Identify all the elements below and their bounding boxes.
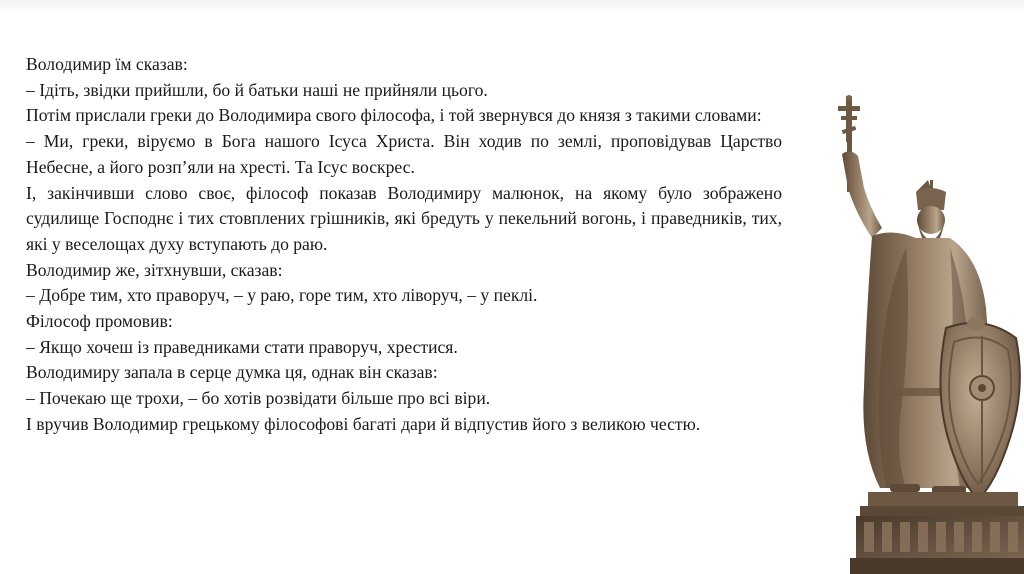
paragraph-9: – Якщо хочеш із праведниками стати праворуч, хрестися. [26,336,458,357]
paragraph-6: Володимир же, зітхнувши, сказав: [26,259,283,280]
paragraph-10: Володимиру запала в серце думка ця, однак він сказав: [26,362,438,383]
paragraph-8: Філософ промовив: [26,311,173,332]
story-text [26,52,782,438]
paragraph-1: Володимир їм сказав: [26,54,188,74]
raised-arm [842,151,882,238]
paragraph-2: – Ідіть, звідки прийшли, бо й батьки наші не прийняли цього. [26,79,488,100]
pedestal [850,492,1024,574]
paragraph-12: І вручив Володимир грецькому філософові багаті дари й відпустив його з великою честю. [26,413,701,434]
paragraph-4: – Ми, греки, віруємо в Бога нашого Ісуса Христа. Він ходив по землі, проповідував Царство Небесне, а його розп’яли на хресті. Та Ісус воскрес. [26,131,782,177]
top-divider [0,0,1024,14]
paragraph-7: – Добре тим, хто праворуч, – у раю, горе тим, хто ліворуч, – у пеклі. [26,285,538,306]
cross-icon [838,95,860,142]
paragraph-11: – Почекаю ще трохи, – бо хотів розвідати більше про всі віри. [26,388,491,409]
paragraph-5: І, закінчивши слово своє, філософ показав Володимиру малюнок, на якому було зображено судилище Господнє і тих стовплених грішників, які бредуть у пекельний вогонь, і праведників, тих, які у веселощах духу вступають до раю. [26,182,782,254]
paragraph-3: Потім прислали греки до Володимира свого філософа, і той звернувся до князя з такими словами: [26,105,762,126]
statue-image [820,88,1024,574]
